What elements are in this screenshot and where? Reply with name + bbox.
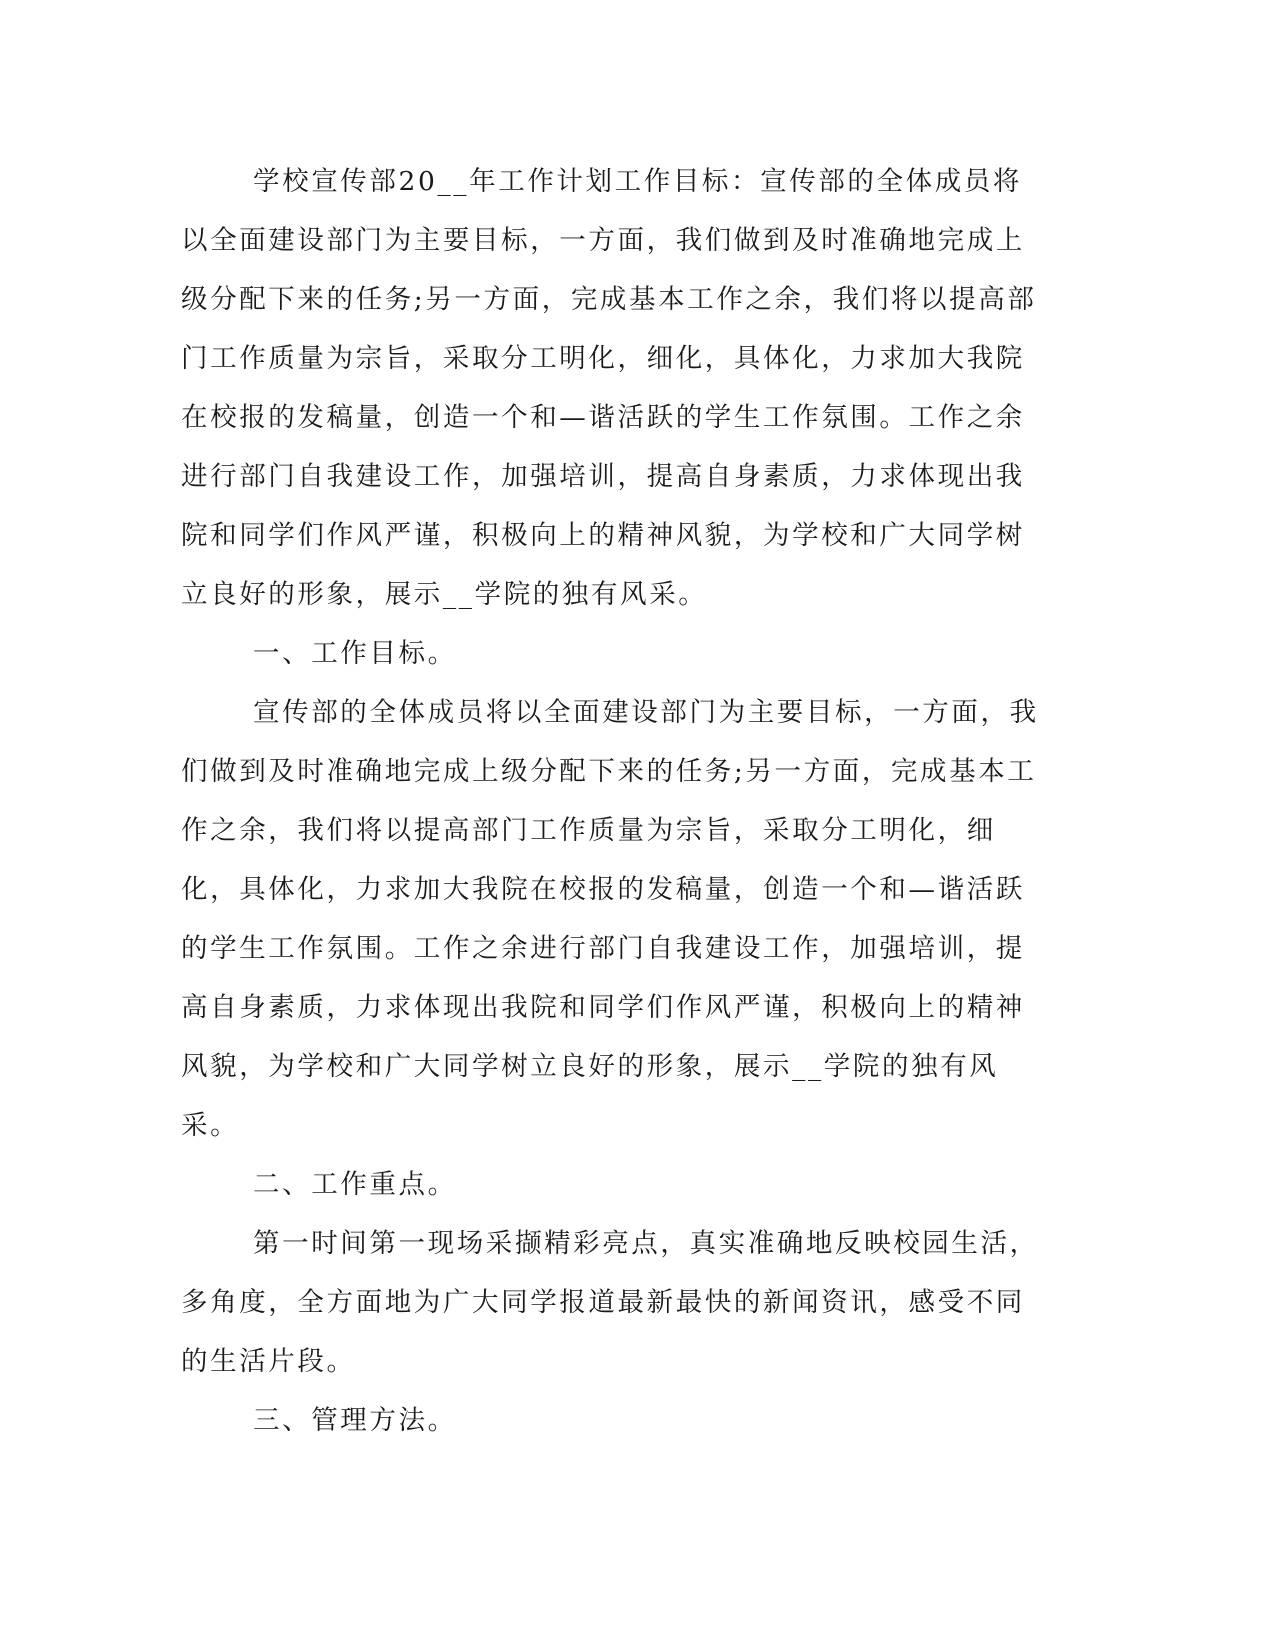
section-heading-management-methods: 三、管理方法。	[253, 1405, 457, 1436]
document-body	[181, 152, 1041, 1450]
work-goals-paragraph: 宣传部的全体成员将以全面建设部门为主要目标，一方面，我们做到及时准确地完成上级分配下来的任务;另一方面，完成基本工作之余，我们将以提高部门工作质量为宗旨，采取分工明化，细化，具体化，力求加大我院在校报的发稿量，创造一个和—谐活跃的学生工作氛围。工作之余进行部门自我建设工作，加强培训，提高自身素质，力求体现出我院和同学们作风严谨，积极向上的精神风貌，为学校和广大同学树立良好的形象，展示__学院的独有风采。	[181, 697, 1039, 1141]
intro-paragraph: 学校宣传部20__年工作计划工作目标：宣传部的全体成员将以全面建设部门为主要目标，一方面，我们做到及时准确地完成上级分配下来的任务;另一方面，完成基本工作之余，我们将以提高部门工作质量为宗旨，采取分工明化，细化，具体化，力求加大我院在校报的发稿量，创造一个和—谐活跃的学生工作氛围。工作之余进行部门自我建设工作，加强培训，提高自身素质，力求体现出我院和同学们作风严谨，积极向上的精神风貌，为学校和广大同学树立良好的形象，展示__学院的独有风采。	[181, 166, 1037, 610]
section-heading-work-goals: 一、工作目标。	[253, 638, 457, 669]
work-focus-paragraph: 第一时间第一现场采撷精彩亮点，真实准确地反映校园生活，多角度，全方面地为广大同学报道最新最快的新闻资讯，感受不同的生活片段。	[181, 1228, 1039, 1377]
section-heading-work-focus: 二、工作重点。	[253, 1169, 457, 1200]
